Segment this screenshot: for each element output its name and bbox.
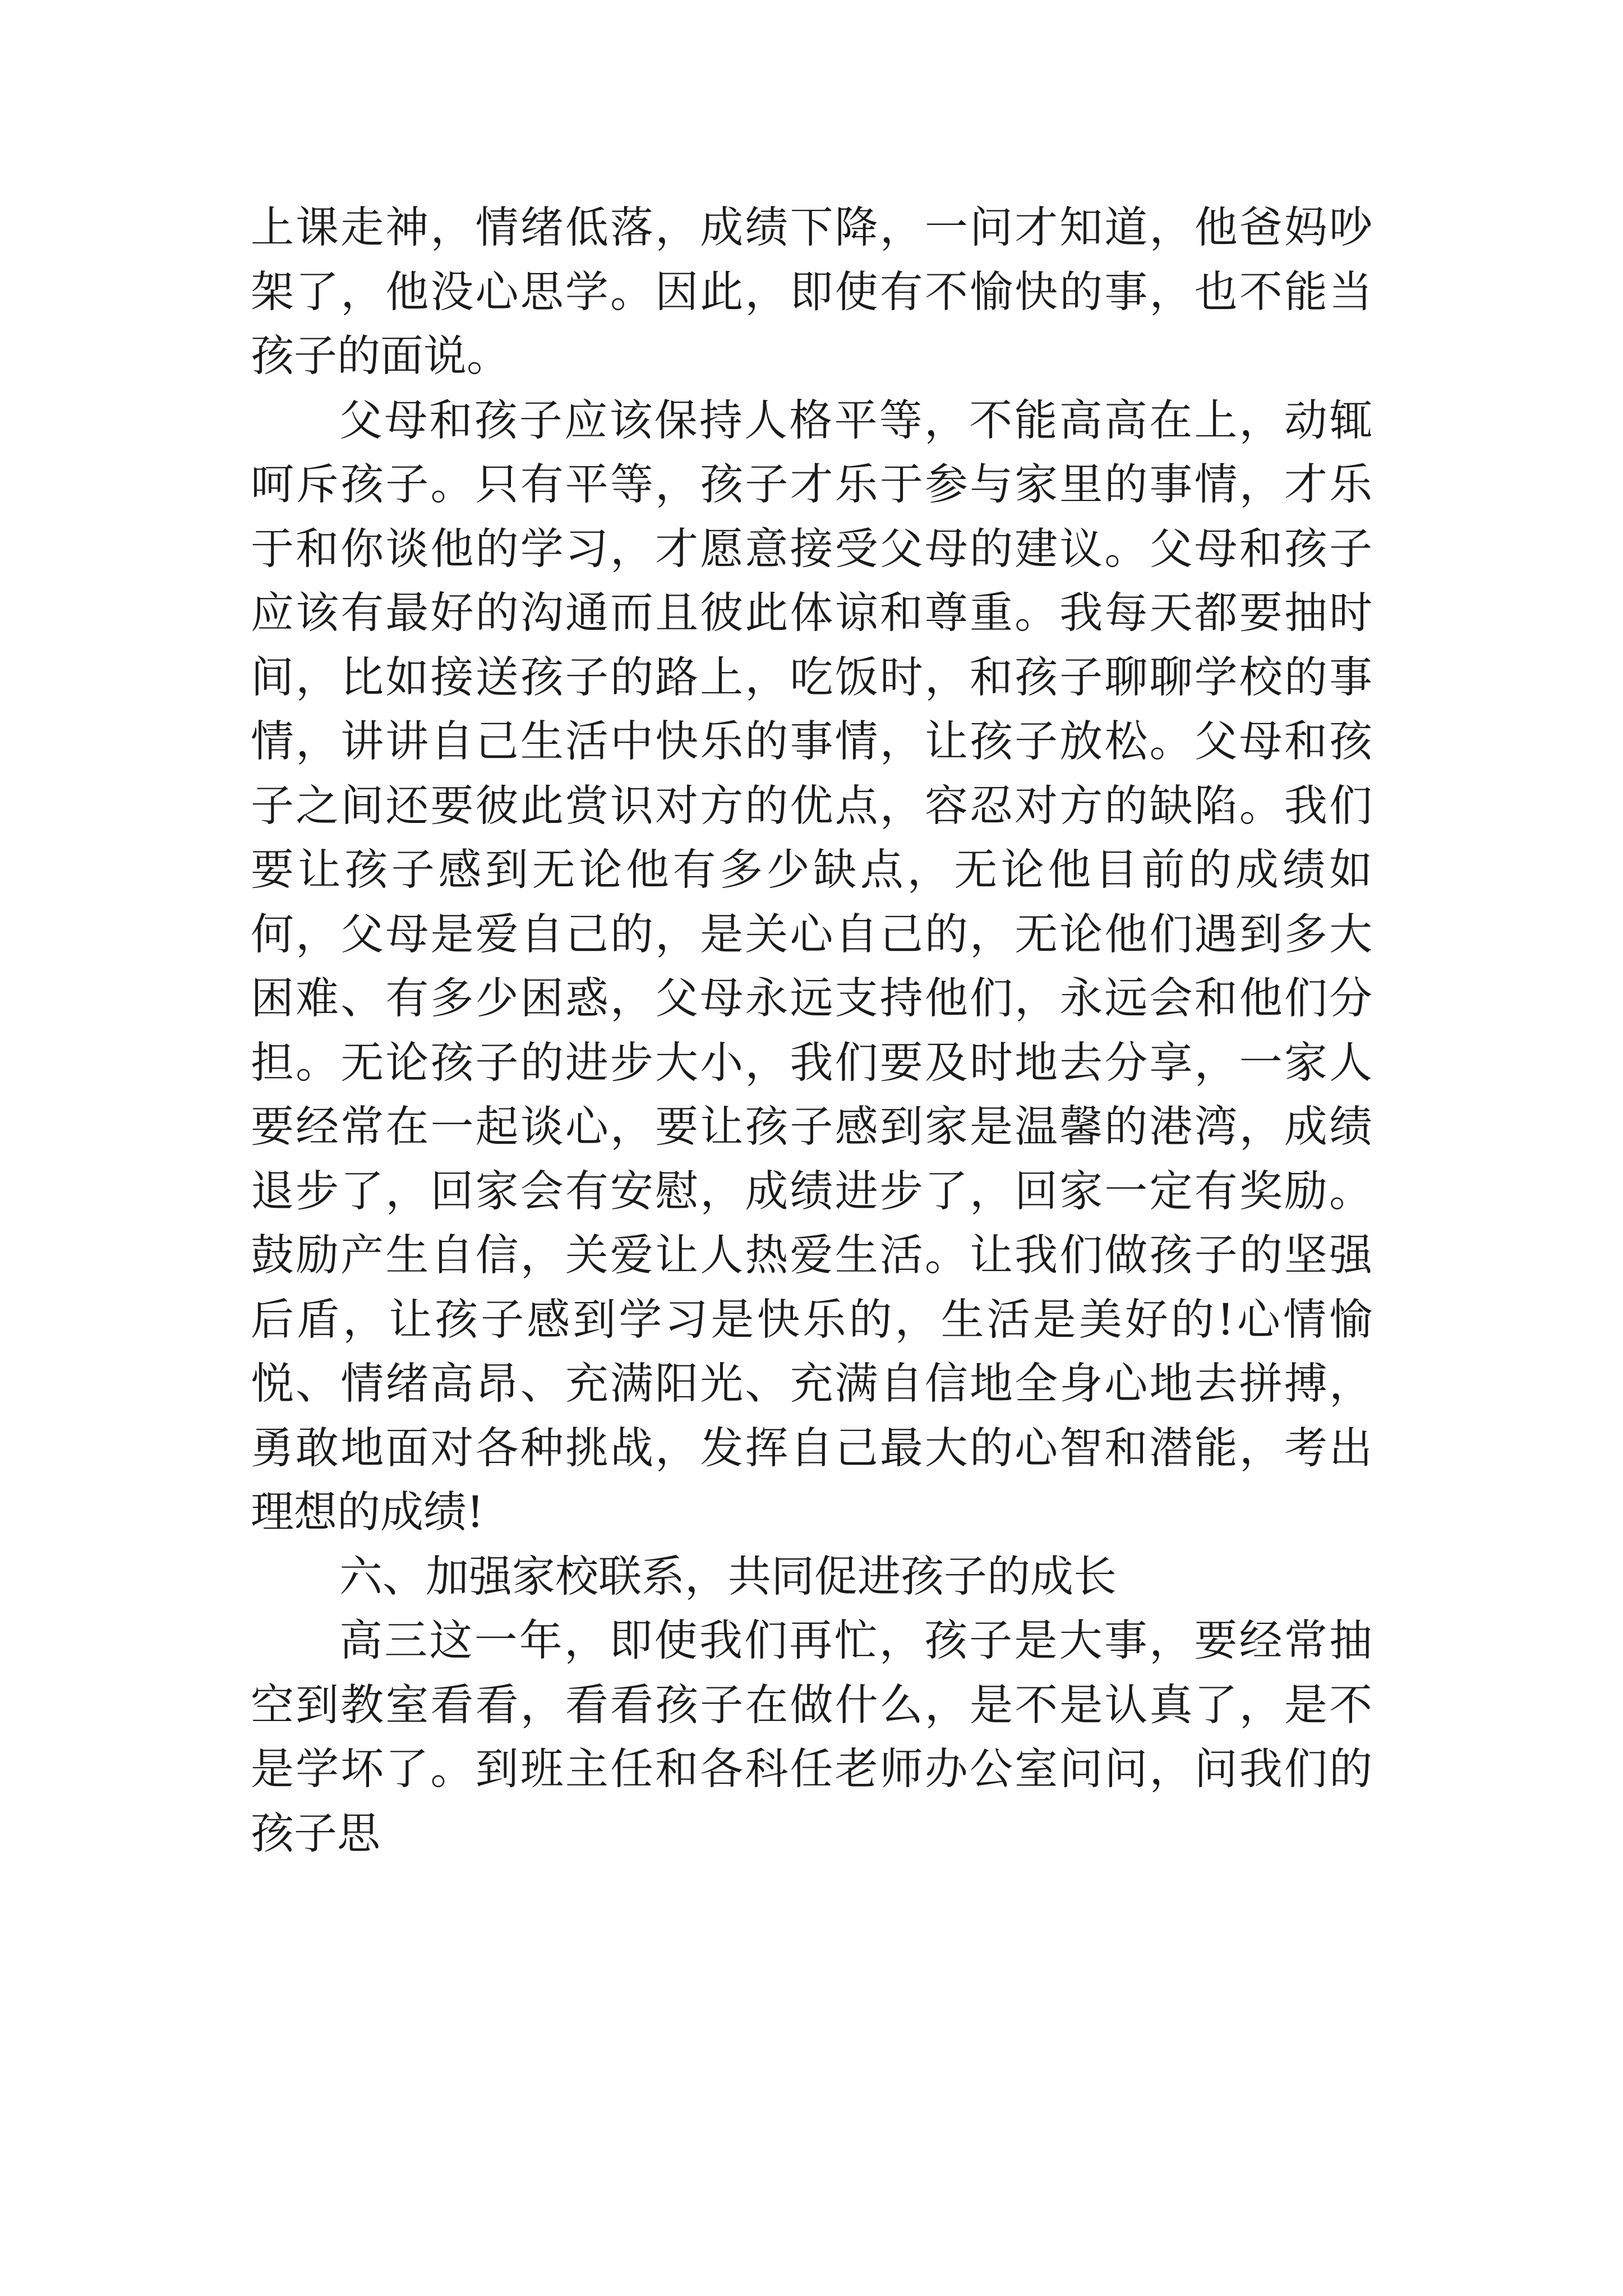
paragraph-parent-child-equality: 父母和孩子应该保持人格平等，不能高高在上，动辄呵斥孩子。只有平等，孩子才乐于参与家里的事情，才乐于和你谈他的学习，才愿意接受父母的建议。父母和孩子应该有最好的沟通而且彼此体谅和尊重。我每天都要抽时间，比如接送孩子的路上，吃饭时，和孩子聊聊学校的事情，讲讲自己生活中快乐的事情，让孩子放松。父母和孩子之间还要彼此赏识对方的优点，容忍对方的缺陷。我们要让孩子感到无论他有多少缺点，无论他目前的成绩如何，父母是爱自己的，是关心自己的，无论他们遇到多大困难、有多少困惑，父母永远支持他们，永远会和他们分担。无论孩子的进步大小，我们要及时地去分享，一家人要经常在一起谈心，要让孩子感到家是温馨的港湾，成绩退步了，回家会有安慰，成绩进步了，回家一定有奖励。鼓励产生自信，关爱让人热爱生活。让我们做孩子的坚强后盾，让孩子感到学习是快乐的，生活是美好的!心情愉悦、情绪高昂、充满阳光、充满自信地全身心地去拼搏，勇敢地面对各种挑战，发挥自己最大的心智和潜能，考出理想的成绩! — [251, 395, 1372, 1538]
paragraph-continued: 上课走神，情绪低落，成绩下降，一问才知道，他爸妈吵架了，他没心思学。因此，即使有不愉快的事，也不能当孩子的面说。 — [251, 203, 1372, 381]
document-body — [251, 196, 1372, 1866]
paragraph-senior-year: 高三这一年，即使我们再忙，孩子是大事，要经常抽空到教室看看，看看孩子在做什么，是不是认真了，是不是学坏了。到班主任和各科任老师办公室问问，问我们的孩子思 — [251, 1616, 1372, 1859]
section-heading-six: 六、加强家校联系，共同促进孩子的成长 — [339, 1552, 1117, 1602]
